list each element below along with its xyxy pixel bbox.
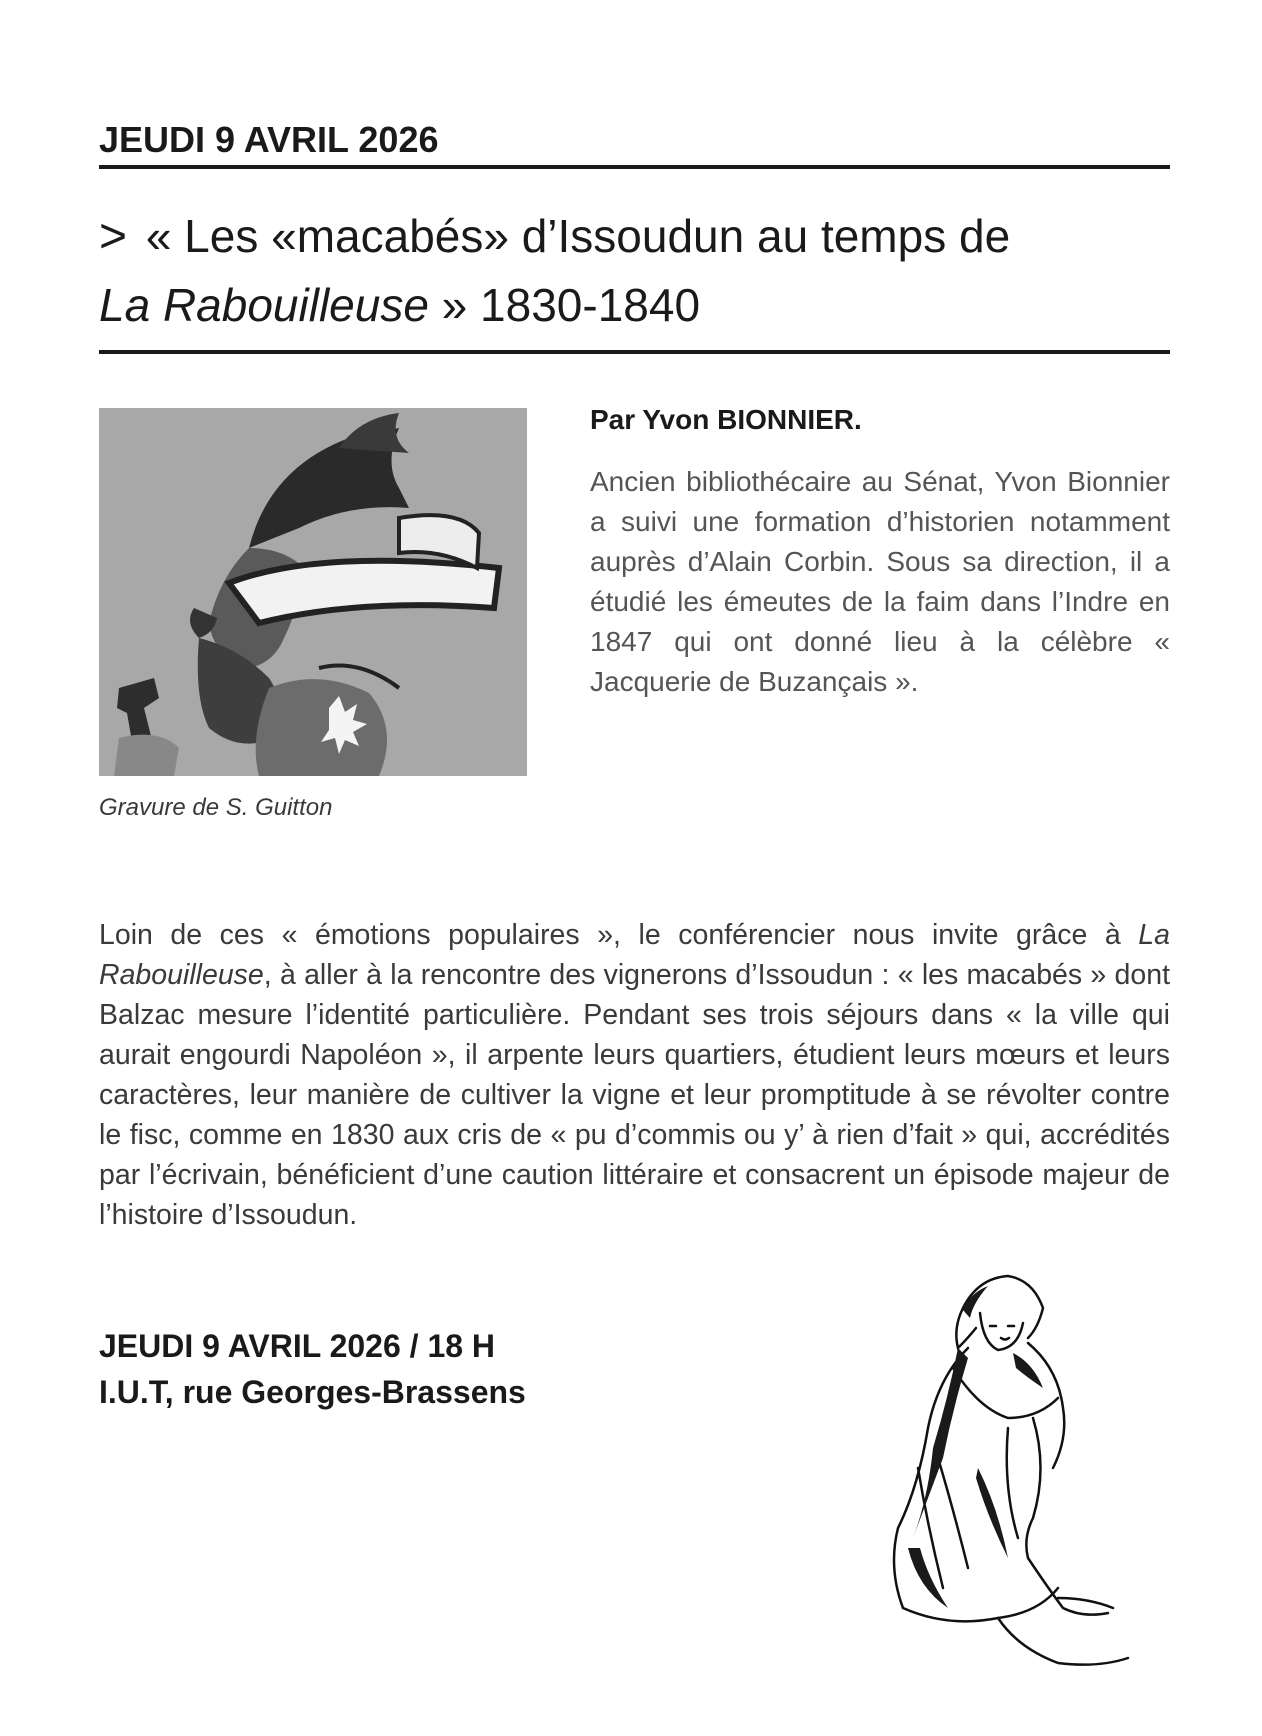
- engraving-illustration: [99, 408, 527, 776]
- title-arrow: >: [99, 210, 128, 263]
- talk-title: [99, 202, 1179, 339]
- girl-illustration: [858, 1268, 1148, 1688]
- image-caption: Gravure de S. Guitton: [99, 794, 333, 821]
- title-line1: « Les «macabés» d’Issoudun au temps de: [145, 210, 1011, 262]
- body-part2: , à aller à la rencontre des vignerons d’Issoudun : « les macabés » dont Balzac mesure l’identité particulière. Pendant ses trois séjours dans « la ville qui aurait engourdi Napoléon », il arpente leurs quartiers, étudient leurs mœurs et leurs caractères, leur manière de cultiver la vigne et leur promptitude à se révolter contre le fisc, comme en 1830 aux cris de « pu d’commis ou y’ à rien d’fait » qui, accrédités par l’écrivain, bénéficient d’une caution littéraire et consacrent un épisode majeur de l’histoire d’Issoudun.: [99, 959, 1170, 1231]
- title-italic-work: La Rabouilleuse: [99, 279, 429, 331]
- seated-girl-drawing: [858, 1268, 1148, 1688]
- body-part1: Loin de ces « émotions populaires », le conférencier nous invite grâce à: [99, 919, 1139, 951]
- title-years: » 1830-1840: [428, 279, 701, 331]
- title-rule: [99, 350, 1170, 354]
- header-rule: [99, 165, 1170, 169]
- body-paragraph: [99, 915, 1170, 1235]
- body-italic-work: La Rabouilleuse: [99, 919, 1170, 991]
- event-place: I.U.T, rue Georges-Brassens: [99, 1374, 526, 1410]
- header-date: JEUDI 9 AVRIL 2026: [99, 119, 439, 160]
- author-bio: Ancien bibliothécaire au Sénat, Yvon Bionnier a suivi une formation d’historien notamment auprès d’Alain Corbin. Sous sa direction, il a étudié les émeutes de la faim dans l’Indre en 1847 qui ont donné lieu à la célèbre « Jacquerie de Buzançais ».: [590, 466, 1170, 697]
- event-datetime: JEUDI 9 AVRIL 2026 / 18 H: [99, 1328, 496, 1364]
- engraving-image: [99, 408, 527, 776]
- author-name: Par Yvon BIONNIER.: [590, 404, 862, 435]
